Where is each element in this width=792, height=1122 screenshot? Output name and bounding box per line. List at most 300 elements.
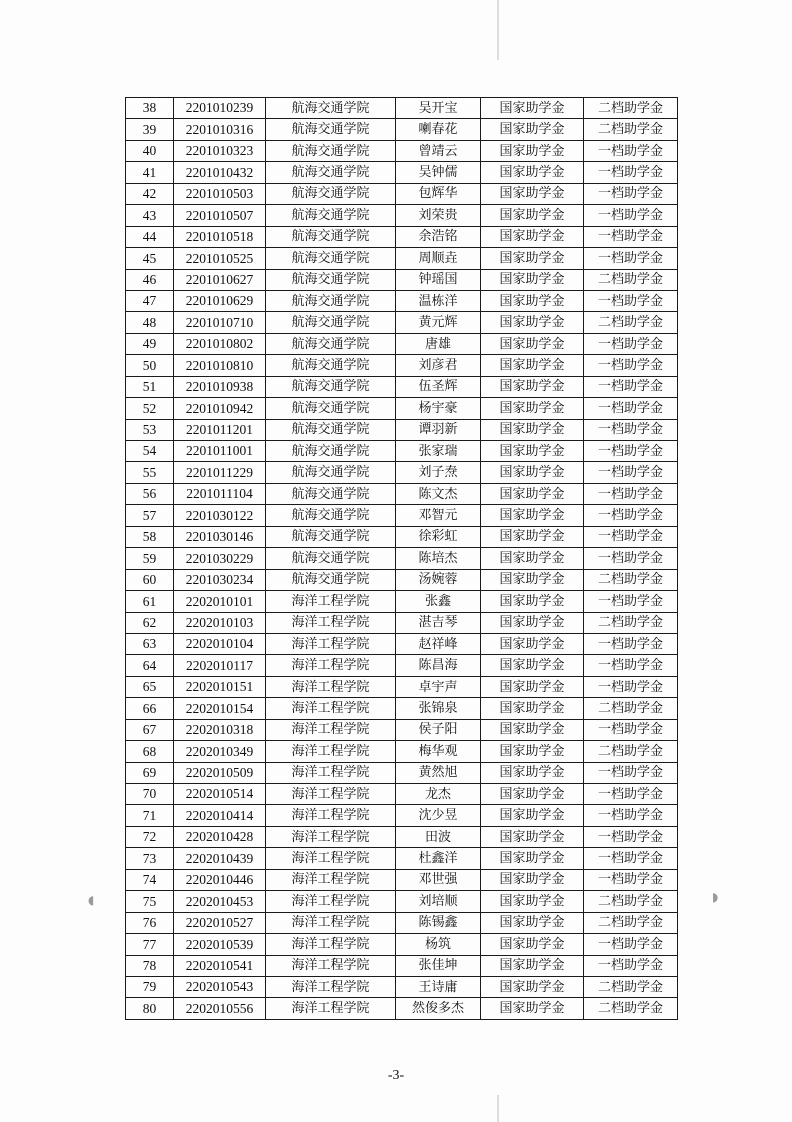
student-name: 梅华观 — [396, 741, 481, 762]
grant-level: 一档助学金 — [584, 784, 678, 805]
row-number: 64 — [126, 655, 174, 676]
student-name: 陈昌海 — [396, 655, 481, 676]
table-row — [126, 119, 678, 140]
college: 海洋工程学院 — [266, 698, 396, 719]
student-name: 张佳坤 — [396, 955, 481, 976]
college: 海洋工程学院 — [266, 676, 396, 697]
college: 海洋工程学院 — [266, 976, 396, 997]
student-id: 2202010509 — [174, 762, 266, 783]
student-name: 杨宇豪 — [396, 398, 481, 419]
table-row — [126, 526, 678, 547]
row-number: 42 — [126, 183, 174, 204]
row-number: 51 — [126, 376, 174, 397]
row-number: 38 — [126, 98, 174, 119]
row-number: 77 — [126, 934, 174, 955]
student-id: 2201010627 — [174, 269, 266, 290]
student-name: 曾靖云 — [396, 140, 481, 161]
row-number: 70 — [126, 784, 174, 805]
student-id: 2201011201 — [174, 419, 266, 440]
row-number: 45 — [126, 248, 174, 269]
grant-type: 国家助学金 — [481, 98, 584, 119]
student-id: 2202010527 — [174, 912, 266, 933]
grant-type: 国家助学金 — [481, 698, 584, 719]
student-name: 卓宇声 — [396, 676, 481, 697]
student-id: 2202010428 — [174, 826, 266, 847]
grant-level: 一档助学金 — [584, 376, 678, 397]
grant-level: 二档助学金 — [584, 98, 678, 119]
grant-type: 国家助学金 — [481, 312, 584, 333]
table-row — [126, 955, 678, 976]
student-id: 2202010541 — [174, 955, 266, 976]
grant-type: 国家助学金 — [481, 569, 584, 590]
student-id: 2202010154 — [174, 698, 266, 719]
student-name: 伍圣辉 — [396, 376, 481, 397]
grant-type: 国家助学金 — [481, 955, 584, 976]
scan-artifact — [497, 1095, 499, 1122]
grant-type: 国家助学金 — [481, 462, 584, 483]
row-number: 74 — [126, 869, 174, 890]
student-name: 邓智元 — [396, 505, 481, 526]
college: 海洋工程学院 — [266, 612, 396, 633]
grant-type: 国家助学金 — [481, 183, 584, 204]
student-id: 2201030146 — [174, 526, 266, 547]
table-row — [126, 869, 678, 890]
grant-level: 二档助学金 — [584, 698, 678, 719]
grant-type: 国家助学金 — [481, 269, 584, 290]
grant-type: 国家助学金 — [481, 633, 584, 654]
table-row — [126, 548, 678, 569]
row-number: 53 — [126, 419, 174, 440]
row-number: 57 — [126, 505, 174, 526]
student-id: 2201010938 — [174, 376, 266, 397]
student-id: 2201010239 — [174, 98, 266, 119]
grant-level: 一档助学金 — [584, 333, 678, 354]
row-number: 68 — [126, 741, 174, 762]
grant-type: 国家助学金 — [481, 805, 584, 826]
college: 海洋工程学院 — [266, 826, 396, 847]
grant-level: 一档助学金 — [584, 719, 678, 740]
grant-type: 国家助学金 — [481, 119, 584, 140]
grant-type: 国家助学金 — [481, 548, 584, 569]
binding-hole-mark: ◗ — [712, 890, 719, 904]
row-number: 66 — [126, 698, 174, 719]
grant-level: 一档助学金 — [584, 483, 678, 504]
college: 航海交通学院 — [266, 183, 396, 204]
table-row — [126, 462, 678, 483]
grant-type: 国家助学金 — [481, 934, 584, 955]
student-name: 刘彦君 — [396, 355, 481, 376]
student-id: 2201010710 — [174, 312, 266, 333]
student-id: 2202010318 — [174, 719, 266, 740]
student-name: 龙杰 — [396, 784, 481, 805]
table-row — [126, 98, 678, 119]
grant-level: 一档助学金 — [584, 633, 678, 654]
student-name: 杜鑫洋 — [396, 848, 481, 869]
row-number: 54 — [126, 441, 174, 462]
table-row — [126, 290, 678, 311]
row-number: 80 — [126, 998, 174, 1019]
table-row — [126, 741, 678, 762]
college: 海洋工程学院 — [266, 719, 396, 740]
student-name: 余浩铭 — [396, 226, 481, 247]
row-number: 48 — [126, 312, 174, 333]
student-id: 2201010802 — [174, 333, 266, 354]
row-number: 65 — [126, 676, 174, 697]
row-number: 55 — [126, 462, 174, 483]
student-name: 然俊多杰 — [396, 998, 481, 1019]
grant-level: 一档助学金 — [584, 848, 678, 869]
grant-level: 二档助学金 — [584, 912, 678, 933]
student-name: 谭羽新 — [396, 419, 481, 440]
grant-type: 国家助学金 — [481, 441, 584, 462]
table-row — [126, 441, 678, 462]
student-name: 包辉华 — [396, 183, 481, 204]
grant-type: 国家助学金 — [481, 419, 584, 440]
college: 航海交通学院 — [266, 98, 396, 119]
row-number: 72 — [126, 826, 174, 847]
grant-type: 国家助学金 — [481, 248, 584, 269]
college: 海洋工程学院 — [266, 633, 396, 654]
grant-level: 一档助学金 — [584, 762, 678, 783]
college: 海洋工程学院 — [266, 912, 396, 933]
student-name: 吴钟儒 — [396, 162, 481, 183]
student-id: 2201030229 — [174, 548, 266, 569]
table-row — [126, 419, 678, 440]
student-name: 杨筑 — [396, 934, 481, 955]
grant-type: 国家助学金 — [481, 376, 584, 397]
row-number: 58 — [126, 526, 174, 547]
grant-type: 国家助学金 — [481, 140, 584, 161]
student-id: 2202010539 — [174, 934, 266, 955]
student-id: 2202010151 — [174, 676, 266, 697]
table-row — [126, 912, 678, 933]
college: 航海交通学院 — [266, 290, 396, 311]
student-id: 2201030122 — [174, 505, 266, 526]
college: 海洋工程学院 — [266, 784, 396, 805]
row-number: 50 — [126, 355, 174, 376]
table-row — [126, 355, 678, 376]
college: 海洋工程学院 — [266, 805, 396, 826]
college: 航海交通学院 — [266, 462, 396, 483]
student-name: 沈少昱 — [396, 805, 481, 826]
table-row — [126, 312, 678, 333]
grant-level: 二档助学金 — [584, 998, 678, 1019]
scholarship-roster-table — [125, 97, 678, 1020]
row-number: 78 — [126, 955, 174, 976]
grant-level: 一档助学金 — [584, 955, 678, 976]
student-name: 黄然旭 — [396, 762, 481, 783]
student-name: 周顺垚 — [396, 248, 481, 269]
student-name: 湛吉琴 — [396, 612, 481, 633]
student-name: 邓世强 — [396, 869, 481, 890]
row-number: 46 — [126, 269, 174, 290]
college: 海洋工程学院 — [266, 869, 396, 890]
student-name: 张锦泉 — [396, 698, 481, 719]
table-row — [126, 655, 678, 676]
row-number: 59 — [126, 548, 174, 569]
table-row — [126, 633, 678, 654]
student-id: 2202010101 — [174, 591, 266, 612]
grant-level: 一档助学金 — [584, 419, 678, 440]
table-row — [126, 976, 678, 997]
student-id: 2202010514 — [174, 784, 266, 805]
row-number: 40 — [126, 140, 174, 161]
college: 航海交通学院 — [266, 569, 396, 590]
student-id: 2201010518 — [174, 226, 266, 247]
table-row — [126, 612, 678, 633]
college: 航海交通学院 — [266, 505, 396, 526]
grant-level: 一档助学金 — [584, 805, 678, 826]
grant-level: 一档助学金 — [584, 869, 678, 890]
row-number: 73 — [126, 848, 174, 869]
grant-level: 一档助学金 — [584, 226, 678, 247]
student-name: 赵祥峰 — [396, 633, 481, 654]
roster-body — [126, 98, 678, 1020]
grant-level: 一档助学金 — [584, 248, 678, 269]
student-id: 2201010942 — [174, 398, 266, 419]
college: 海洋工程学院 — [266, 741, 396, 762]
college: 航海交通学院 — [266, 248, 396, 269]
grant-level: 一档助学金 — [584, 355, 678, 376]
grant-type: 国家助学金 — [481, 998, 584, 1019]
student-id: 2201010323 — [174, 140, 266, 161]
grant-level: 一档助学金 — [584, 162, 678, 183]
grant-type: 国家助学金 — [481, 762, 584, 783]
student-id: 2201030234 — [174, 569, 266, 590]
student-id: 2202010414 — [174, 805, 266, 826]
grant-level: 二档助学金 — [584, 891, 678, 912]
grant-type: 国家助学金 — [481, 290, 584, 311]
grant-level: 二档助学金 — [584, 312, 678, 333]
student-id: 2201011229 — [174, 462, 266, 483]
row-number: 41 — [126, 162, 174, 183]
grant-type: 国家助学金 — [481, 612, 584, 633]
row-number: 79 — [126, 976, 174, 997]
grant-level: 二档助学金 — [584, 269, 678, 290]
college: 航海交通学院 — [266, 441, 396, 462]
grant-type: 国家助学金 — [481, 162, 584, 183]
student-id: 2202010117 — [174, 655, 266, 676]
college: 海洋工程学院 — [266, 934, 396, 955]
college: 海洋工程学院 — [266, 591, 396, 612]
grant-type: 国家助学金 — [481, 848, 584, 869]
grant-type: 国家助学金 — [481, 655, 584, 676]
student-id: 2201011001 — [174, 441, 266, 462]
table-row — [126, 376, 678, 397]
grant-level: 一档助学金 — [584, 548, 678, 569]
grant-level: 一档助学金 — [584, 655, 678, 676]
student-name: 张家瑞 — [396, 441, 481, 462]
college: 航海交通学院 — [266, 269, 396, 290]
student-id: 2202010104 — [174, 633, 266, 654]
table-row — [126, 483, 678, 504]
college: 海洋工程学院 — [266, 998, 396, 1019]
table-row — [126, 805, 678, 826]
table-row — [126, 205, 678, 226]
table-row — [126, 826, 678, 847]
student-name: 黄元辉 — [396, 312, 481, 333]
student-name: 唐雄 — [396, 333, 481, 354]
college: 海洋工程学院 — [266, 955, 396, 976]
student-name: 陈培杰 — [396, 548, 481, 569]
grant-level: 一档助学金 — [584, 183, 678, 204]
student-name: 汤婉蓉 — [396, 569, 481, 590]
grant-type: 国家助学金 — [481, 784, 584, 805]
grant-level: 一档助学金 — [584, 205, 678, 226]
row-number: 39 — [126, 119, 174, 140]
grant-type: 国家助学金 — [481, 741, 584, 762]
student-name: 温栋洋 — [396, 290, 481, 311]
row-number: 67 — [126, 719, 174, 740]
college: 航海交通学院 — [266, 162, 396, 183]
grant-type: 国家助学金 — [481, 333, 584, 354]
grant-type: 国家助学金 — [481, 526, 584, 547]
college: 航海交通学院 — [266, 483, 396, 504]
row-number: 47 — [126, 290, 174, 311]
college: 海洋工程学院 — [266, 848, 396, 869]
row-number: 52 — [126, 398, 174, 419]
student-id: 2201010629 — [174, 290, 266, 311]
college: 航海交通学院 — [266, 226, 396, 247]
grant-level: 一档助学金 — [584, 676, 678, 697]
table-row — [126, 998, 678, 1019]
grant-level: 二档助学金 — [584, 741, 678, 762]
student-id: 2201010525 — [174, 248, 266, 269]
grant-level: 一档助学金 — [584, 398, 678, 419]
grant-type: 国家助学金 — [481, 226, 584, 247]
row-number: 56 — [126, 483, 174, 504]
grant-type: 国家助学金 — [481, 483, 584, 504]
table-row — [126, 934, 678, 955]
grant-type: 国家助学金 — [481, 891, 584, 912]
grant-type: 国家助学金 — [481, 976, 584, 997]
student-name: 王诗庸 — [396, 976, 481, 997]
scan-artifact — [497, 0, 499, 60]
grant-type: 国家助学金 — [481, 826, 584, 847]
table-row — [126, 891, 678, 912]
row-number: 71 — [126, 805, 174, 826]
table-row — [126, 183, 678, 204]
row-number: 60 — [126, 569, 174, 590]
table-row — [126, 784, 678, 805]
row-number: 44 — [126, 226, 174, 247]
grant-level: 二档助学金 — [584, 612, 678, 633]
grant-level: 一档助学金 — [584, 290, 678, 311]
grant-level: 一档助学金 — [584, 826, 678, 847]
student-name: 田波 — [396, 826, 481, 847]
table-row — [126, 248, 678, 269]
student-name: 吴开宝 — [396, 98, 481, 119]
college: 航海交通学院 — [266, 376, 396, 397]
student-id: 2201010507 — [174, 205, 266, 226]
page-number: -3- — [387, 1068, 405, 1083]
row-number: 43 — [126, 205, 174, 226]
grant-type: 国家助学金 — [481, 676, 584, 697]
student-id: 2202010543 — [174, 976, 266, 997]
student-id: 2202010439 — [174, 848, 266, 869]
table-row — [126, 591, 678, 612]
student-id: 2201010810 — [174, 355, 266, 376]
college: 航海交通学院 — [266, 548, 396, 569]
grant-level: 二档助学金 — [584, 119, 678, 140]
student-id: 2202010349 — [174, 741, 266, 762]
student-id: 2201010432 — [174, 162, 266, 183]
grant-type: 国家助学金 — [481, 591, 584, 612]
row-number: 63 — [126, 633, 174, 654]
grant-level: 一档助学金 — [584, 505, 678, 526]
row-number: 49 — [126, 333, 174, 354]
student-id: 2202010446 — [174, 869, 266, 890]
grant-type: 国家助学金 — [481, 505, 584, 526]
grant-level: 一档助学金 — [584, 140, 678, 161]
student-name: 喇春花 — [396, 119, 481, 140]
college: 海洋工程学院 — [266, 655, 396, 676]
table-row — [126, 226, 678, 247]
table-row — [126, 269, 678, 290]
grant-level: 一档助学金 — [584, 441, 678, 462]
student-name: 徐彩虹 — [396, 526, 481, 547]
grant-level: 二档助学金 — [584, 569, 678, 590]
row-number: 75 — [126, 891, 174, 912]
student-name: 张鑫 — [396, 591, 481, 612]
student-name: 刘荣贵 — [396, 205, 481, 226]
binding-hole-mark: ◖ — [88, 893, 95, 907]
college: 航海交通学院 — [266, 526, 396, 547]
college: 航海交通学院 — [266, 398, 396, 419]
grant-type: 国家助学金 — [481, 355, 584, 376]
grant-type: 国家助学金 — [481, 719, 584, 740]
grant-level: 二档助学金 — [584, 976, 678, 997]
college: 航海交通学院 — [266, 333, 396, 354]
table-row — [126, 398, 678, 419]
college: 航海交通学院 — [266, 419, 396, 440]
table-row — [126, 698, 678, 719]
student-id: 2201010316 — [174, 119, 266, 140]
student-name: 刘培顺 — [396, 891, 481, 912]
student-id: 2202010103 — [174, 612, 266, 633]
table-row — [126, 140, 678, 161]
student-name: 陈锡鑫 — [396, 912, 481, 933]
college: 海洋工程学院 — [266, 762, 396, 783]
grant-level: 一档助学金 — [584, 462, 678, 483]
college: 海洋工程学院 — [266, 891, 396, 912]
student-name: 侯子阳 — [396, 719, 481, 740]
grant-type: 国家助学金 — [481, 912, 584, 933]
grant-type: 国家助学金 — [481, 869, 584, 890]
student-id: 2201011104 — [174, 483, 266, 504]
table-row — [126, 762, 678, 783]
college: 航海交通学院 — [266, 205, 396, 226]
table-row — [126, 848, 678, 869]
table-row — [126, 162, 678, 183]
row-number: 76 — [126, 912, 174, 933]
table-row — [126, 505, 678, 526]
table-row — [126, 719, 678, 740]
college: 航海交通学院 — [266, 140, 396, 161]
student-name: 陈文杰 — [396, 483, 481, 504]
row-number: 62 — [126, 612, 174, 633]
student-id: 2201010503 — [174, 183, 266, 204]
table-row — [126, 569, 678, 590]
grant-type: 国家助学金 — [481, 398, 584, 419]
college: 航海交通学院 — [266, 119, 396, 140]
grant-level: 一档助学金 — [584, 934, 678, 955]
row-number: 69 — [126, 762, 174, 783]
grant-type: 国家助学金 — [481, 205, 584, 226]
college: 航海交通学院 — [266, 355, 396, 376]
table-row — [126, 333, 678, 354]
student-id: 2202010556 — [174, 998, 266, 1019]
